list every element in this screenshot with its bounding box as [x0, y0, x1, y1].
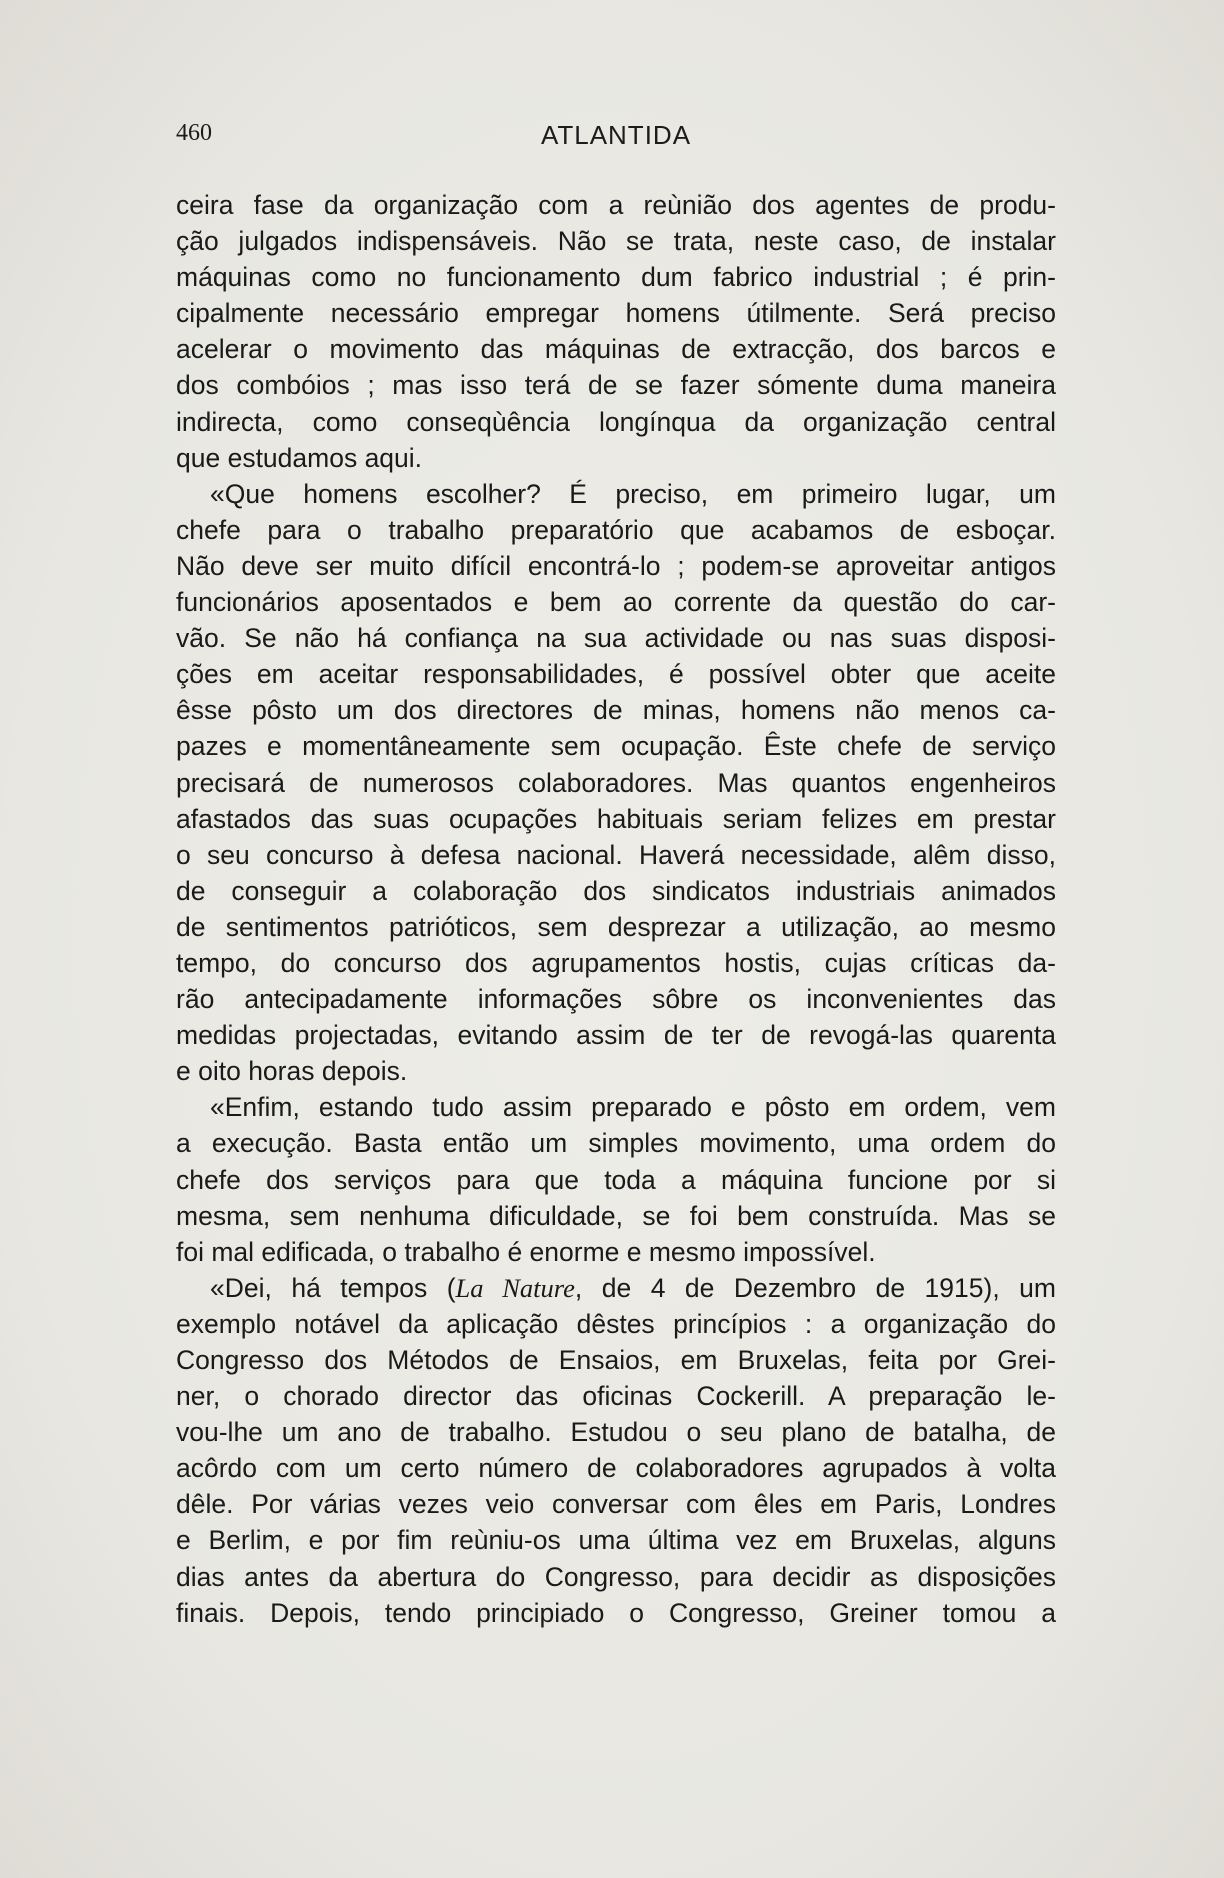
- text-line: cipalmente necessário empregar homens útilmente. Será preciso: [176, 298, 1056, 329]
- text-line: vou-lhe um ano de trabalho. Estudou o seu plano de batalha, de: [176, 1417, 1056, 1448]
- text-line: máquinas como no funcionamento dum fabrico industrial ; é prin-: [176, 262, 1056, 293]
- text-line: a execução. Basta então um simples movimento, uma ordem do: [176, 1128, 1056, 1159]
- running-head: ATLANTIDA: [540, 120, 692, 150]
- text-line: dêle. Por várias vezes veio conversar com êles em Paris, Londres: [176, 1489, 1056, 1520]
- body-text: [176, 187, 1056, 1631]
- text-line: indirecta, como conseqùência longínqua da organização central: [176, 406, 1056, 437]
- text-line: chefe dos serviços para que toda a máquina funcione por si: [176, 1164, 1056, 1195]
- text-line: acôrdo com um certo número de colaboradores agrupados à volta: [176, 1453, 1056, 1484]
- citation-prefix: «Dei, há tempos (: [210, 1272, 456, 1303]
- text-line: ner, o chorado director das oficinas Cockerill. A preparação le-: [176, 1381, 1056, 1412]
- text-line: de sentimentos patrióticos, sem desprezar a utilização, ao mesmo: [176, 911, 1056, 942]
- text-line: chefe para o trabalho preparatório que acabamos de esboçar.: [176, 514, 1056, 545]
- text-line: dias antes da abertura do Congresso, para decidir as disposições: [176, 1561, 1056, 1592]
- text-line: mesma, sem nenhuma dificuldade, se foi bem construída. Mas se: [176, 1200, 1056, 1231]
- text-line: vão. Se não há confiança na sua actividade ou nas suas disposi-: [176, 623, 1056, 654]
- text-line: e oito horas depois.: [176, 1056, 408, 1087]
- text-line: e Berlim, e por fim reùniu-os uma última vez em Bruxelas, alguns: [176, 1525, 1056, 1556]
- text-line: tempo, do concurso dos agrupamentos hostis, cujas críticas da-: [176, 947, 1056, 978]
- text-line: rão antecipadamente informações sôbre os inconvenientes das: [176, 984, 1056, 1015]
- text-line: funcionários aposentados e bem ao corrente da questão do car-: [176, 587, 1056, 618]
- text-line: o seu concurso à defesa nacional. Haverá necessidade, alêm disso,: [176, 839, 1056, 870]
- text-line: pazes e momentâneamente sem ocupação. Êste chefe de serviço: [176, 731, 1056, 762]
- text-line: afastados das suas ocupações habituais seriam felizes em prestar: [176, 803, 1056, 834]
- text-line: finais. Depois, tendo principiado o Congresso, Greiner tomou a: [176, 1597, 1056, 1628]
- text-line: de conseguir a colaboração dos sindicatos industriais animados: [176, 875, 1056, 906]
- text-line: medidas projectadas, evitando assim de ter de revogá-las quarenta: [176, 1020, 1056, 1051]
- text-line: acelerar o movimento das máquinas de extracção, dos barcos e: [176, 334, 1056, 365]
- text-line: exemplo notável da aplicação dêstes princípios : a organização do: [176, 1308, 1056, 1339]
- text-line: ceira fase da organização com a reùnião dos agentes de produ-: [176, 190, 1056, 220]
- text-line: «Enfim, estando tudo assim preparado e pôsto em ordem, vem: [210, 1092, 1056, 1123]
- citation-suffix: , de 4 de Dezembro de 1915), um: [574, 1272, 1056, 1303]
- text-line: precisará de numerosos colaboradores. Mas quantos engenheiros: [176, 767, 1056, 798]
- text-line: Congresso dos Métodos de Ensaios, em Bruxelas, feita por Grei-: [176, 1345, 1056, 1375]
- text-line: dos combóios ; mas isso terá de se fazer sómente duma maneira: [176, 370, 1056, 401]
- citation-line: [176, 1270, 1056, 1306]
- page-header: [176, 120, 1056, 154]
- text-line: «Que homens escolher? É preciso, em primeiro lugar, um: [210, 478, 1056, 509]
- text-line: que estudamos aqui.: [176, 442, 423, 473]
- text-line: ção julgados indispensáveis. Não se trata, neste caso, de instalar: [176, 226, 1056, 257]
- text-line: foi mal edificada, o trabalho é enorme e mesmo impossível.: [176, 1236, 876, 1267]
- text-line: Não deve ser muito difícil encontrá-lo ; podem-se aproveitar antigos: [176, 550, 1056, 581]
- text-line: ções em aceitar responsabilidades, é possível obter que aceite: [176, 659, 1056, 690]
- cited-publication-title: La Nature: [455, 1272, 575, 1303]
- page-number: 460: [176, 120, 212, 146]
- text-line: êsse pôsto um dos directores de minas, homens não menos ca-: [176, 695, 1056, 726]
